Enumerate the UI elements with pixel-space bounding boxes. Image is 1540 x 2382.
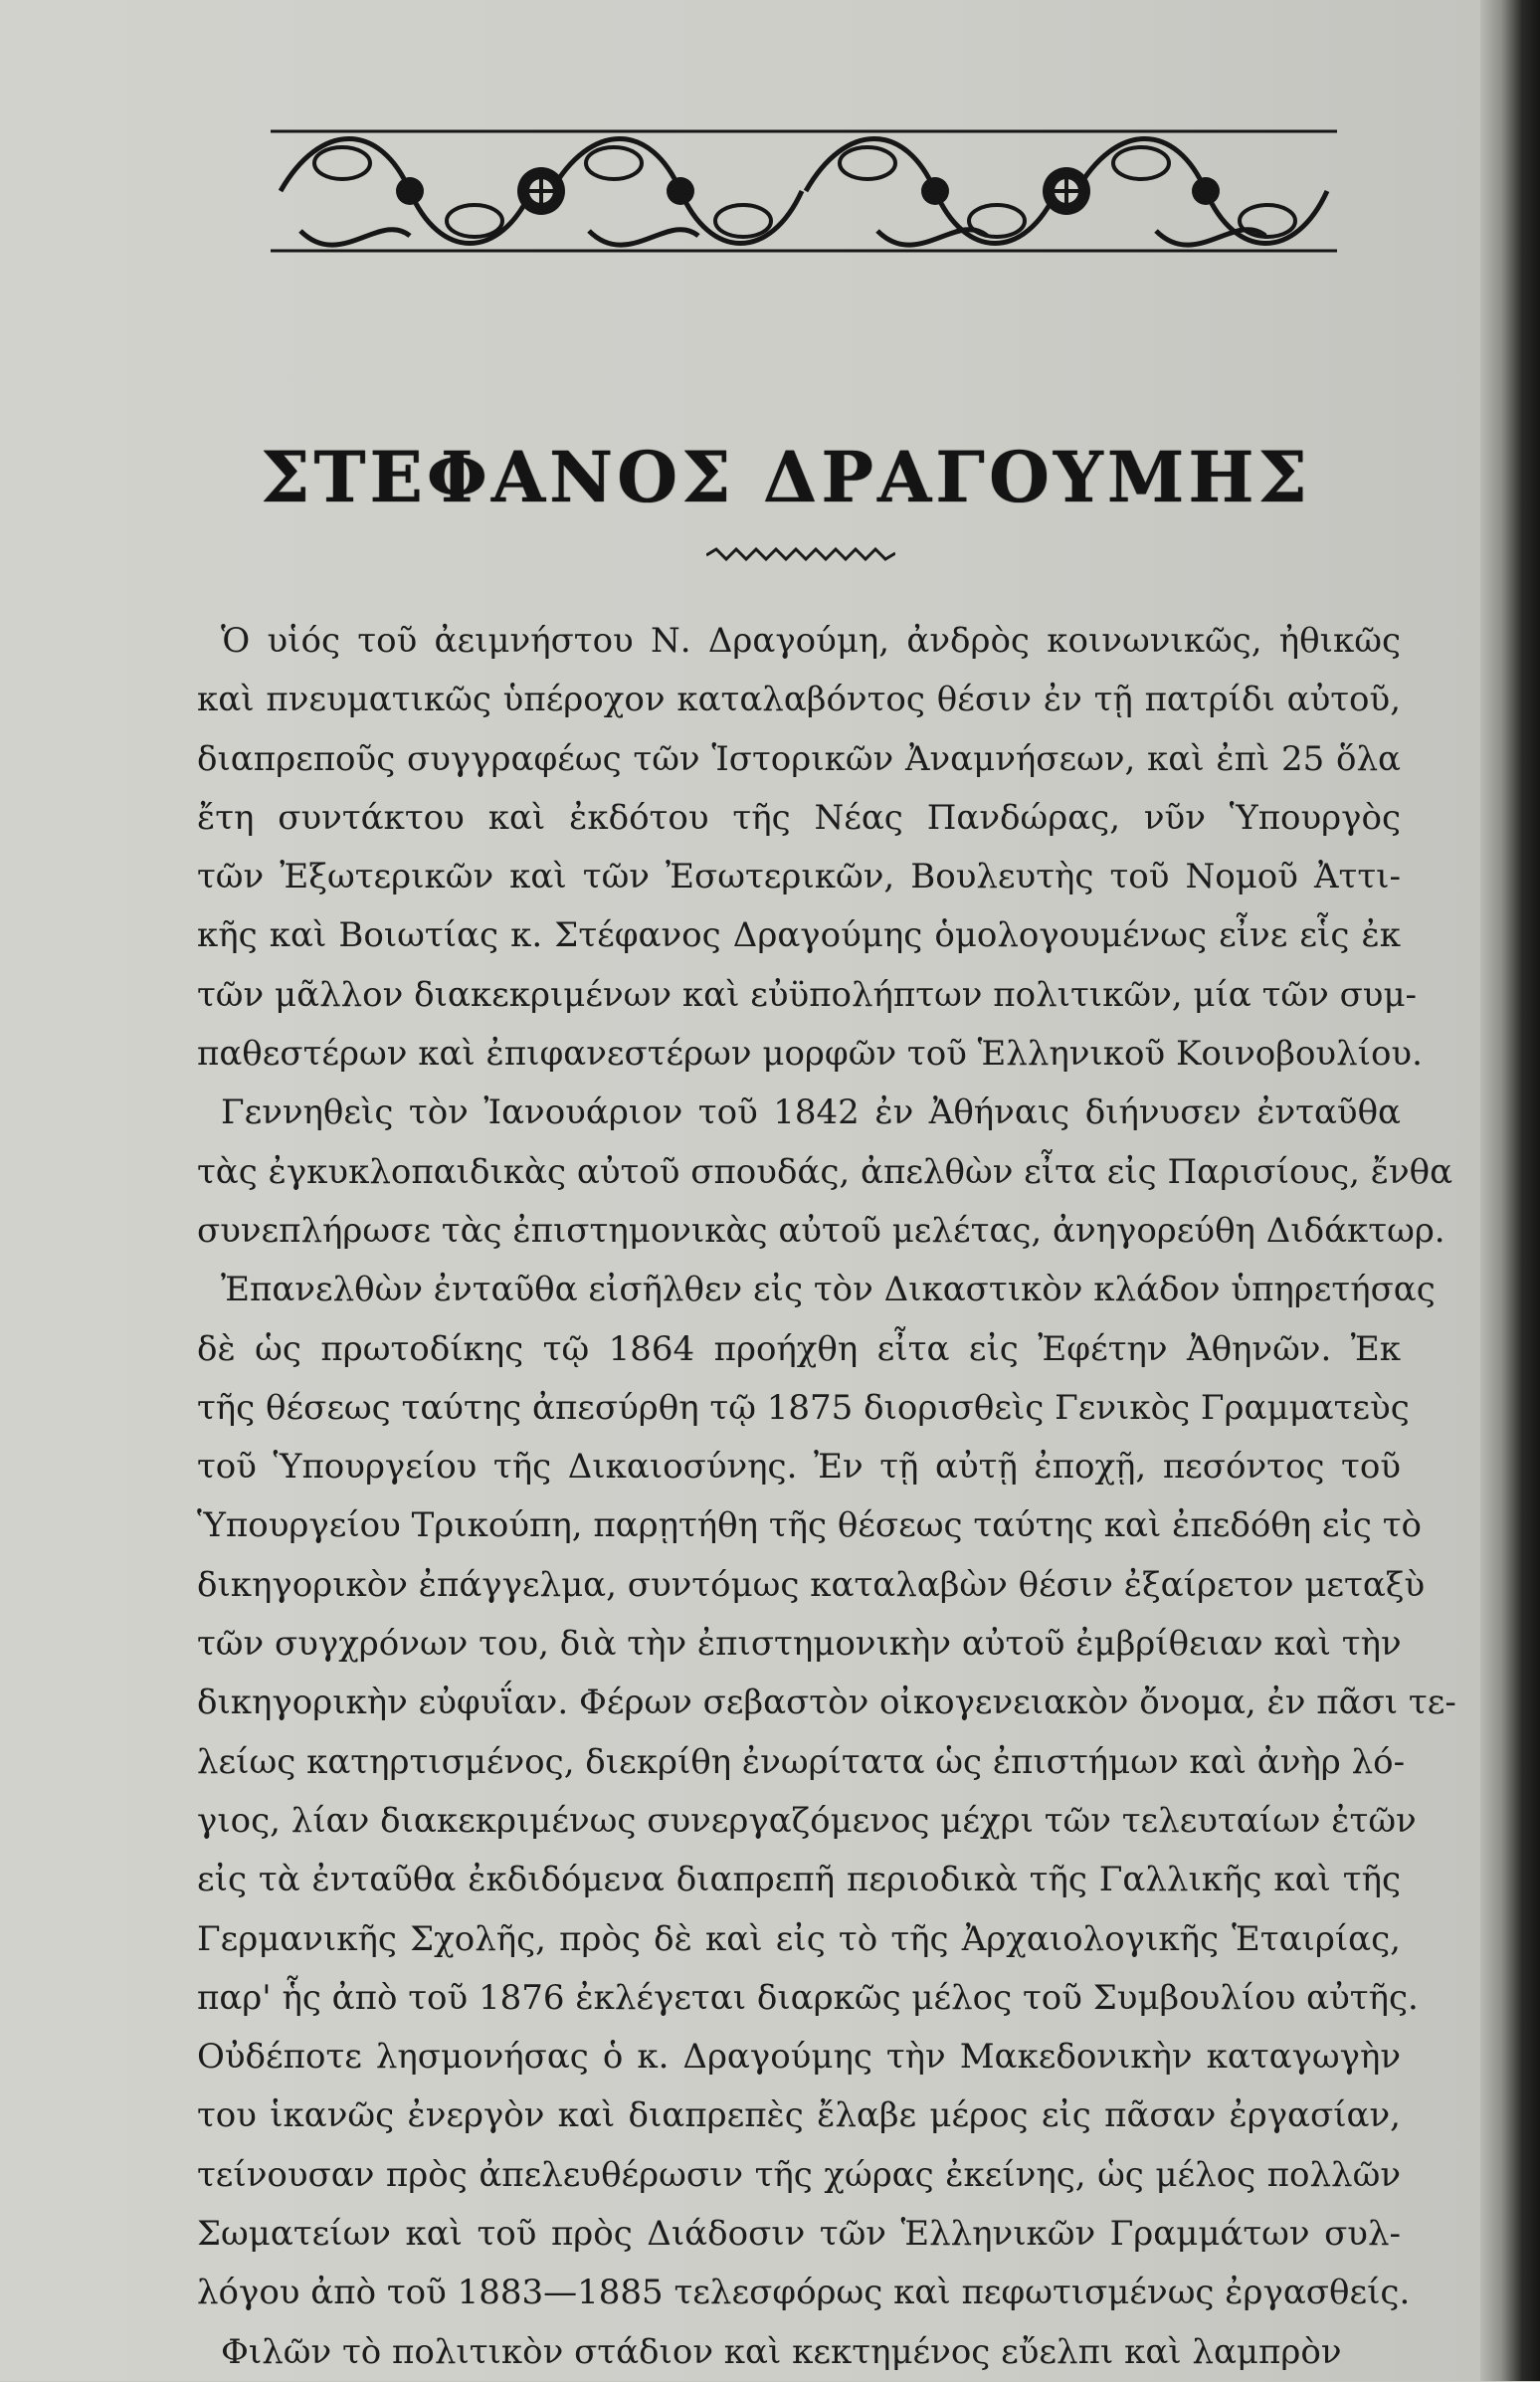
- text-line: Ἐπανελθὼν ἐνταῦθα εἰσῆλθεν εἰς τὸν Δικαστικὸν κλάδον ὑπηρετήσας: [221, 1270, 1436, 1310]
- text-line: τῆς θέσεως ταύτης ἀπεσύρθη τῷ 1875 διορισθεὶς Γενικὸς Γραμματεὺς: [197, 1387, 1410, 1428]
- text-line: Ὑπουργείου Τρικούπη, παρῃτήθη τῆς θέσεως ταύτης καὶ ἐπεδόθη εἰς τὸ: [197, 1505, 1423, 1546]
- text-line: γιος, λίαν διακεκριμένως συνεργαζόμενος μέχρι τῶν τελευταίων ἐτῶν: [197, 1800, 1417, 1841]
- text-line: καὶ πνευματικῶς ὑπέροχον καταλαβόντος θέσιν ἐν τῇ πατρίδι αὐτοῦ,: [197, 680, 1401, 720]
- text-line: συνεπλήρωσε τὰς ἐπιστημονικὰς αὐτοῦ μελέτας, ἀνηγορεύθη Διδάκτωρ.: [197, 1210, 1445, 1251]
- text-line: δικηγορικὸν ἐπάγγελμα, συντόμως καταλαβὼν θέσιν ἐξαίρετον μεταξὺ: [197, 1564, 1426, 1605]
- text-line: παρ' ἧς ἀπὸ τοῦ 1876 ἐκλέγεται διαρκῶς μέλος τοῦ Συμβουλίου αὐτῆς.: [197, 1977, 1419, 2018]
- text-line: τὰς ἐγκυκλοπαιδικὰς αὐτοῦ σπουδάς, ἀπελθὼν εἶτα εἰς Παρισίους, ἔνθα: [197, 1151, 1453, 1192]
- text-line: Ὁ υἱός τοῦ ἀειμνήστου Ν. Δραγούμη, ἀνδρὸς κοινωνικῶς, ἠθικῶς: [221, 621, 1401, 661]
- article-body: [197, 612, 1456, 2382]
- article-title: ΣΤΕΦΑΝΟΣ ΔΡΑΓΟΥΜΗΣ: [260, 436, 1312, 518]
- text-line: Οὐδέποτε λησμονήσας ὁ κ. Δραγούμης τὴν Μακεδονικὴν καταγωγὴν: [197, 2037, 1401, 2078]
- text-line: του ἱκανῶς ἐνεργὸν καὶ διαπρεπὲς ἔλαβε μέρος εἰς πᾶσαν ἐργασίαν,: [197, 2095, 1401, 2136]
- text-line: τῶν συγχρόνων του, διὰ τὴν ἐπιστημονικὴν αὐτοῦ ἐμβρίθειαν καὶ τὴν: [197, 1624, 1402, 1665]
- text-line: δικηγορικὴν εὐφυΐαν. Φέρων σεβαστὸν οἰκογενειακὸν ὄνομα, ἐν πᾶσι τε-: [197, 1683, 1456, 1723]
- text-line: διαπρεποῦς συγγραφέως τῶν Ἱστορικῶν Ἀναμνήσεων, καὶ ἐπὶ 25 ὅλα: [197, 738, 1401, 779]
- text-line: τῶν Ἐξωτερικῶν καὶ τῶν Ἐσωτερικῶν, Βουλευτὴς τοῦ Νομοῦ Ἀττι-: [197, 857, 1401, 897]
- text-line: λείως κατηρτισμένος, διεκρίθη ἐνωρίτατα ὡς ἐπιστήμων καὶ ἀνὴρ λό-: [197, 1741, 1406, 1782]
- text-line: τῶν μᾶλλον διακεκριμένων καὶ εὐϋπολήπτων πολιτικῶν, μία τῶν συμ-: [197, 974, 1418, 1015]
- text-line: Γερμανικῆς Σχολῆς, πρὸς δὲ καὶ εἰς τὸ τῆς Ἀρχαιολογικῆς Ἑταιρίας,: [197, 1918, 1401, 1959]
- text-line: ἔτη συντάκτου καὶ ἐκδότου τῆς Νέας Πανδώρας, νῦν Ὑπουργὸς: [197, 797, 1401, 838]
- text-line: παθεστέρων καὶ ἐπιφανεστέρων μορφῶν τοῦ Ἑλληνικοῦ Κοινοβουλίου.: [197, 1034, 1423, 1075]
- text-line: Σωματείων καὶ τοῦ πρὸς Διάδοσιν τῶν Ἑλληνικῶν Γραμμάτων συλ-: [197, 2214, 1401, 2255]
- text-line: εἰς τὰ ἐνταῦθα ἐκδιδόμενα διαπρεπῆ περιοδικὰ τῆς Γαλλικῆς καὶ τῆς: [197, 1860, 1401, 1900]
- text-line: δὲ ὡς πρωτοδίκης τῷ 1864 προήχθη εἶτα εἰς Ἐφέτην Ἀθηνῶν. Ἐκ: [197, 1328, 1401, 1369]
- text-line: λόγου ἀπὸ τοῦ 1883—1885 τελεσφόρως καὶ πεφωτισμένως ἐργασθείς.: [197, 2273, 1411, 2313]
- text-line: Φιλῶν τὸ πολιτικὸν στάδιον καὶ κεκτημένος εὔελπι καὶ λαμπρὸν: [221, 2331, 1342, 2372]
- text-line: τοῦ Ὑπουργείου τῆς Δικαιοσύνης. Ἐν τῇ αὐτῇ ἐποχῇ, πεσόντος τοῦ: [197, 1447, 1401, 1488]
- decorative-headpiece: [261, 111, 1347, 271]
- text-line: Γεννηθεὶς τὸν Ἰανουάριον τοῦ 1842 ἐν Ἀθήναις διήνυσεν ἐνταῦθα: [221, 1092, 1401, 1133]
- text-line: τείνουσαν πρὸς ἀπελευθέρωσιν τῆς χώρας ἐκείνης, ὡς μέλος πολλῶν: [197, 2154, 1401, 2195]
- text-line: κῆς καὶ Βοιωτίας κ. Στέφανος Δραγούμης ὁμολογουμένως εἶνε εἷς ἐκ: [197, 915, 1401, 956]
- title-wavy-rule: [706, 545, 895, 565]
- page-edge-shadow: [1480, 0, 1540, 2381]
